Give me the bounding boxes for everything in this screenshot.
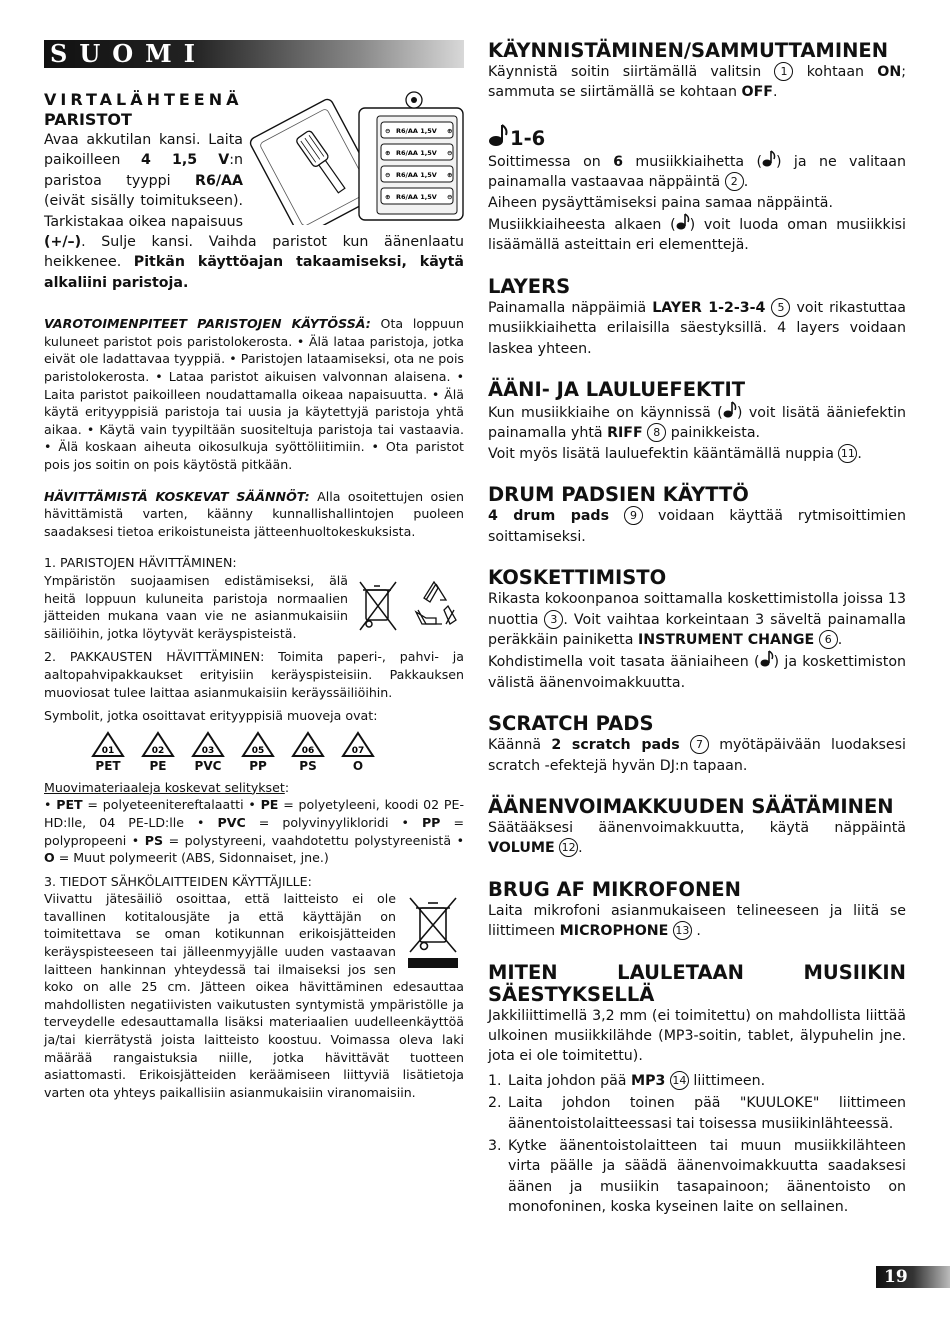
svg-text:⊕: ⊕: [447, 127, 453, 135]
scratch-text: Käännä 2 scratch pads 7 myötäpäivään luodaksesi scratch -efektejä hyvän DJ:n tapaan.: [488, 737, 906, 774]
svg-text:01: 01: [101, 745, 115, 756]
callout-number: 7: [690, 735, 709, 754]
recycle-icon: [416, 582, 456, 624]
recycle-name: PP: [249, 758, 267, 773]
svg-text:⊖: ⊖: [385, 127, 391, 135]
right-column: [488, 40, 906, 1220]
battery-heading: VIRTALÄHTEENÄ: [44, 90, 243, 109]
tracks-text: Soittimessa on 6 musiikkiaihetta ( ) ja ne valitaan painamalla vastaavaa näppäintä 2 .: [488, 150, 906, 193]
recycle-name: PVC: [194, 758, 222, 773]
effects-heading: ÄÄNI- JA LAULUEFEKTIT: [488, 378, 746, 402]
plastics-legend-title: Muovimateriaaleja koskevat selitykset:: [44, 779, 290, 795]
callout-number: 2: [725, 172, 744, 191]
battery-compartment-illustration: [249, 90, 464, 225]
power-heading: KÄYNNISTÄMINEN/SAMMUTTAMINEN: [488, 39, 889, 62]
battery-disposal-icons: [354, 572, 464, 644]
battery-label: R6/AA 1,5V: [396, 149, 437, 157]
svg-text:02: 02: [151, 745, 165, 756]
battery-label: R6/AA 1,5V: [396, 127, 437, 135]
music-note-icon: [676, 213, 690, 231]
recycle-code-icon: [188, 731, 228, 773]
battery-instructions: Avaa akkutilan kansi. Laita paikoilleen 4 1,5 V:n paristoa tyyppi R6/AA (eivät sisälly toimitukseen). Tarkistakaa oikea napaisuus (+/–). Sulje kansi. Vaihda paristot kun äänenlaatu heikkenee. Pitkän käyttöajan takaamiseksi, käytä alkaliini paristoja.: [44, 132, 464, 291]
callout-number: 6: [819, 630, 838, 649]
scratch-heading: SCRATCH PADS: [488, 712, 654, 736]
recycle-name: PET: [95, 758, 121, 773]
left-column: [44, 40, 464, 1101]
recycle-code-icon: [88, 731, 128, 773]
svg-text:03: 03: [201, 745, 215, 756]
svg-text:⊕: ⊕: [447, 171, 453, 179]
volume-text: Säätääksesi äänenvoimakkuutta, käytä näppäintä VOLUME 12 .: [488, 819, 906, 857]
music-note-icon: [760, 650, 774, 668]
drum-text: 4 drum pads 9 voidaan käyttää rytmisoittimien soittamiseksi.: [488, 508, 906, 545]
music-note-icon: [762, 150, 776, 168]
tracks-create-text: Musiikkiaiheesta alkaen ( ) voit luoda oman musiikkisi lisäämällä asteittain eri elementtejä.: [488, 213, 906, 256]
battery-warnings: VAROTOIMENPITEET PARISTOJEN KÄYTÖSSÄ: Ota loppuun kuluneet paristot pois paristolokerosta. • Älä lataa paristoja, jotka eivät ole ladattavaa tyyppiä. • Paristojen lataamiseksi, ota ne pois paristolokerosta. • Lataa paristot aikuisen valvonnan alaisena. • Laita paristot paikoilleen noudattamalla oikeaa napaisuutta. • Älä käytä erityyppisiä paristoja tai uusia ja käytettyjä paristoja yhtä aikaa. • Käytä vain tyypiltään suositeltuja paristoja tai vastaavia. • Älä koskaan aiheuta oikosulkuja syöttöliitimiin. • Ota paristot pois jos soitin on pois käytöstä pitkään.: [44, 316, 465, 472]
recycle-name: O: [352, 758, 364, 773]
plastics-legend: • PET = polyeteenitereftalaatti • PE = polyetyleeni, koodi 02 PE-HD:lle, 04 PE-LD:lle • PVC = polyvinyylikloridi • PP = polypropeeni • PS = polystyreeni, vaahdotettu polystyreenistä • O = Muut polymeerit (ABS, Sidonnaiset, jne.): [44, 797, 464, 866]
layers-heading: LAYERS: [488, 274, 571, 298]
language-banner: SUOMI: [44, 40, 464, 68]
weee-title: 3. TIEDOT SÄHKÖLAITTEIDEN KÄYTTÄJILLE:: [44, 873, 312, 889]
page-number: 19: [876, 1266, 950, 1288]
microphone-heading: BRUG AF MIKROFONEN: [488, 877, 741, 901]
tracks-heading: 1-6: [488, 123, 906, 150]
singing-heading: MITEN LAULETAAN MUSIIKIN SÄESTYKSELLÄ: [488, 960, 906, 1006]
music-note-icon: [723, 401, 737, 419]
drum-heading: DRUM PADSIEN KÄYTTÖ: [488, 483, 749, 507]
callout-number: 14: [670, 1071, 689, 1090]
svg-text:⊕: ⊕: [385, 193, 391, 201]
svg-text:⊕: ⊕: [385, 149, 391, 157]
callout-number: 13: [673, 921, 692, 940]
callout-number: 9: [624, 506, 643, 525]
list-item: 1. Laita johdon pää MP3 14 liittimeen.: [506, 1071, 906, 1091]
svg-text:⊖: ⊖: [447, 193, 453, 201]
crossed-bin-icon: [360, 582, 396, 630]
list-item: 3. Kytke äänentoistolaitteen tai muun musiikkilähteen virta päälle ja säädä äänenvoimakkuutta saadaksesi äänen ja musiikin tasapainoon; äänentoisto on monofoninen, koska kyseinen laite on sellainen.: [506, 1136, 906, 1218]
recycle-name: PS: [299, 758, 317, 773]
singing-steps: [488, 1071, 906, 1218]
callout-number: 5: [771, 298, 790, 317]
effects-text: Kun musiikkiaihe on käynnissä ( ) voit lisätä ääniefektin painamalla yhtä RIFF 8 painikkeista.: [488, 401, 906, 444]
recycle-code-icon: [138, 731, 178, 773]
packaging-disposal-text: 2. PAKKAUSTEN HÄVITTÄMINEN: Toimita paperi-, pahvi- ja aaltopahvipakkaukset erityisiin keräyspisteisiin. Pakkauksen muoviosat tulee laittaa asianmukaisiin keräyssäiliöihin.: [44, 649, 464, 700]
callout-number: 3: [544, 610, 563, 629]
plastic-recycle-codes: [88, 731, 464, 773]
disposal-rules: HÄVITTÄMISTÄ KOSKEVAT SÄÄNNÖT: Alla osoitettujen osien hävittämistä varten, käänny kunnallishallintojen puoleen saadaksesi tietoa erikoistuneista jätteenhuoltokeskuksista.: [44, 488, 465, 539]
recycle-code-icon: [238, 731, 278, 773]
weee-text: Viivattu jätesäiliö osoittaa, että laitteisto ei ole tavallinen kotitalousjäte ja että käyttäjän on toimitettava se oman kotikunnan erikoisjätteiden keräyspisteeseen tai jälleenmyyjälle uuden vastaavan laitteen hankinnan yhteydessä tai ilmaiseksi jos sen koko on alle 25 cm. Jätteen oikea hävittäminen edesauttaa mahdollisten negatiivisten vaikutusten syntymistä ympäristölle ja terveydelle edesauttamalla lisäksi materiaalien uudelleenkäyttöä ja/tai kierrätystä joista laitteisto koostuu. Voimassa oleva laki määrää rangaistuksia niille, jotka hävittävät tuotteen asiattomasti. Erikoisjätteiden keräämiseen liittyviä lisätietoja varten ota yhteys paikallisiin asianmukaisiin viranomaisiin.: [44, 891, 464, 1100]
recycle-code-icon: [288, 731, 328, 773]
layers-text: Painamalla näppäimiä LAYER 1-2-3-4 5 voit rikastuttaa musiikkiaihetta erilaisilla säestyksillä. 4 layers voidaan laskea yhteen.: [488, 299, 906, 357]
microphone-text: Laita mikrofoni asianmukaiseen telineeseen ja liitä se liittimeen MICROPHONE 13 .: [488, 902, 906, 940]
svg-text:06: 06: [301, 745, 315, 756]
singing-text: Jakkiliittimellä 3,2 mm (ei toimitettu) on mahdollista liittää ulkoinen musiikkilähde (MP3-soitin, tablet, älypuhelin jne. jota ei ole toimitettu).: [488, 1007, 906, 1065]
list-item: 2. Laita johdon toinen pää "KUULOKE" liittimeen äänentoistolaitteessasi tai toisessa musiikinlähteessä.: [506, 1093, 906, 1134]
power-text: Käynnistä soitin siirtämällä valitsin 1 kohtaan ON; sammuta se siirtämällä se kohtaan OFF.: [488, 64, 906, 101]
battery-disposal-title: 1. PARISTOJEN HÄVITTÄMINEN:: [44, 555, 237, 571]
tracks-stop-text: Aiheen pysäyttämiseksi paina samaa näppäintä.: [488, 194, 833, 211]
callout-number: 11: [838, 444, 857, 463]
battery-label: R6/AA 1,5V: [396, 193, 437, 201]
svg-text:⊖: ⊖: [447, 149, 453, 157]
keyboard-balance-text: Kohdistimella voit tasata ääniaiheen ( ) ja koskettimiston välistä äänenvoimakkuutta.: [488, 650, 906, 693]
battery-disposal-text: Ympäristön suojaamisen edistämiseksi, älä heitä loppuun kuluneita paristoja normaalien jätteiden mukana vaan vie ne asianmukaisiin säiliöihin, jotka löytyvät keräyspisteistä.: [44, 572, 348, 641]
music-note-icon: [488, 123, 510, 147]
battery-label: R6/AA 1,5V: [396, 171, 437, 179]
keyboard-heading: KOSKETTIMISTO: [488, 566, 667, 590]
keyboard-text: Rikasta kokoonpanoa soittamalla koskettimistolla joissa 13 nuottia 3 . Voit vaihtaa korkeintaan 3 säveltä painamalla peräkkäin painiketta INSTRUMENT CHANGE 6 .: [488, 591, 906, 648]
svg-text:05: 05: [251, 745, 265, 756]
callout-number: 8: [647, 423, 666, 442]
recycle-code-icon: [338, 731, 378, 773]
volume-heading: ÄÄNENVOIMAKKUUDEN SÄÄTÄMINEN: [488, 794, 894, 818]
weee-bin-icon: [402, 894, 464, 970]
callout-number: 12: [559, 838, 578, 857]
effects-vocal-text: Voit myös lisätä lauluefektin kääntämällä nuppia 11 .: [488, 445, 862, 462]
callout-number: 1: [774, 62, 793, 81]
recycle-name: PE: [149, 758, 167, 773]
plastic-symbols-intro: Symbolit, jotka osoittavat erityyppisiä muoveja ovat:: [44, 708, 378, 724]
svg-text:⊖: ⊖: [385, 171, 391, 179]
battery-subheading: PARISTOT: [44, 110, 132, 129]
svg-text:07: 07: [351, 745, 365, 756]
